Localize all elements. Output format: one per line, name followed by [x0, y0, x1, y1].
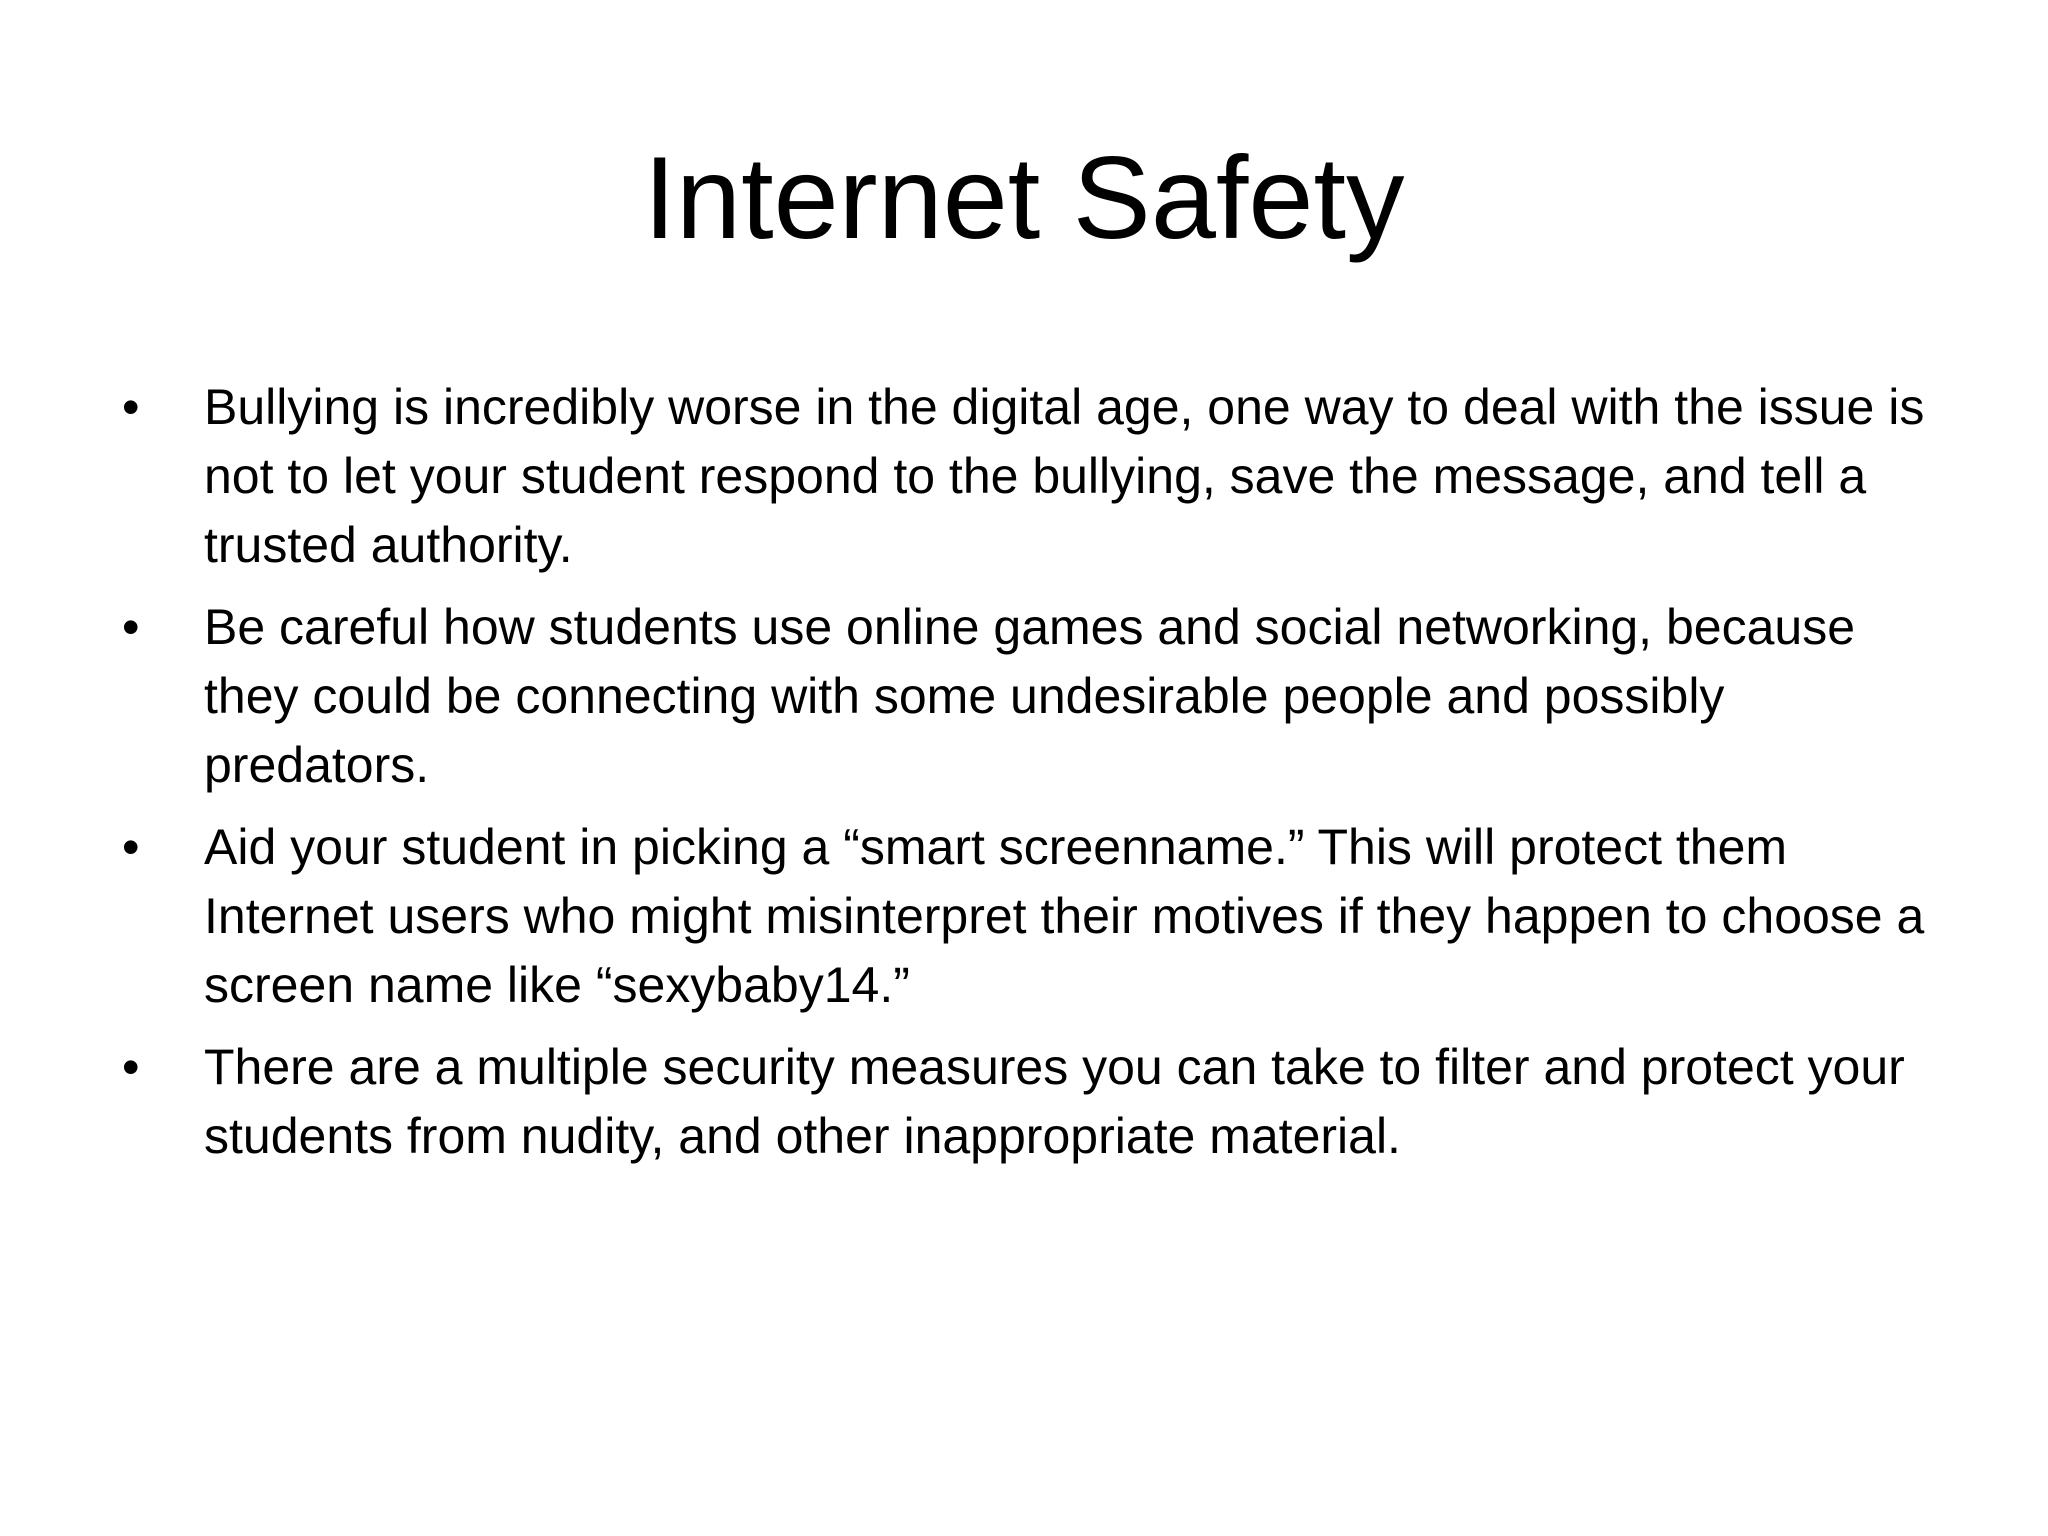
list-item: [122, 373, 1952, 580]
bullet-text: Be careful how students use online games and social networking, because they could be connecting with some undesirable people and possibly predators.: [204, 599, 1856, 793]
bullet-icon: •: [122, 1039, 140, 1095]
bullet-text: There are a multiple security measures you can take to filter and protect your students from nudity, and other inappropriate material.: [204, 1039, 1905, 1164]
slide-title: Internet Safety: [643, 132, 1405, 263]
bullet-list: [122, 373, 1952, 1184]
list-item: [122, 813, 1952, 1020]
bullet-text: Bullying is incredibly worse in the digital age, one way to deal with the issue is not to let your student respond to the bullying, save the message, and tell a trusted authority.: [204, 379, 1925, 573]
list-item: [122, 1033, 1952, 1171]
bullet-icon: •: [122, 819, 140, 875]
bullet-icon: •: [122, 599, 140, 655]
bullet-text: Aid your student in picking a “smart screenname.” This will protect them Internet users who might misinterpret their motives if they happen to choose a screen name like “sexybaby14.”: [204, 819, 1925, 1013]
list-item: [122, 593, 1952, 800]
bullet-icon: •: [122, 379, 140, 435]
